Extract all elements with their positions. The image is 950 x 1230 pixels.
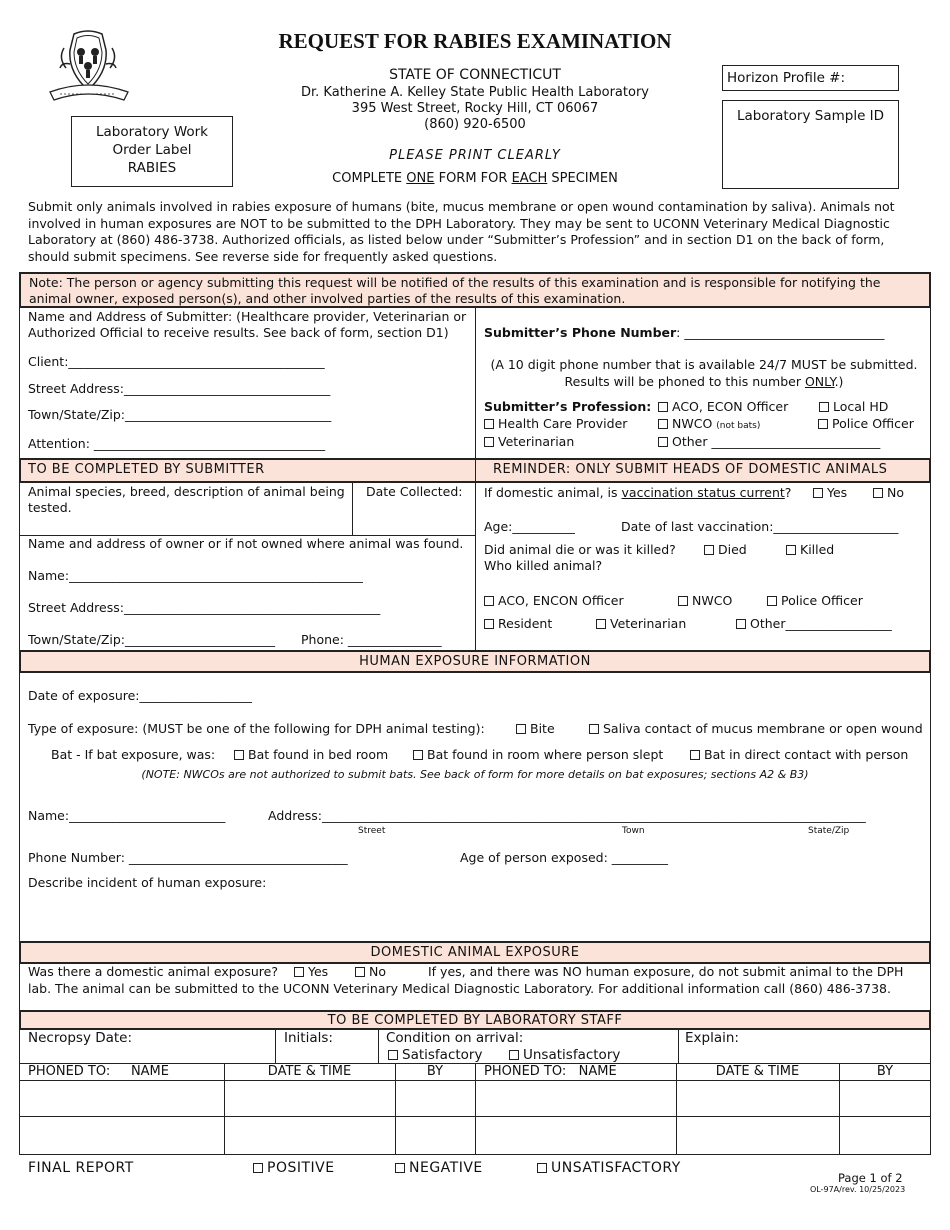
killed-other-checkbox[interactable]: Other_________________ <box>736 616 892 633</box>
killed-vet-checkbox[interactable]: Veterinarian <box>596 616 686 633</box>
note-box: Note: The person or agency submitting this request will be notified of the results of this examination and is responsible for notifying the animal owner, exposed person(s), and other involved parties of the results of this examination. <box>19 272 931 308</box>
print-clearly: PLEASE PRINT CLEARLY <box>389 148 561 163</box>
initials-field[interactable]: Initials: <box>284 1030 333 1046</box>
condition-label: Condition on arrival: <box>386 1030 524 1046</box>
date-collected-field[interactable]: Date Collected: <box>366 484 463 499</box>
profession-label: Submitter’s Profession: <box>484 399 652 414</box>
complete-instruction: COMPLETE ONE FORM FOR EACH SPECIMEN <box>332 171 618 186</box>
owner-phone-field[interactable]: Phone: _______________ <box>301 632 442 647</box>
phoned-to-header-2: PHONED TO: NAME <box>484 1064 617 1079</box>
nwco-bat-note: (NOTE: NWCOs are not authorized to submit bats. See back of form for more details on bat exposures; sections A2 & B3) <box>141 768 809 781</box>
attention-field[interactable]: Attention: _____________________________________ <box>28 436 326 451</box>
bat-exposure-label: Bat - If bat exposure, was: <box>51 747 216 762</box>
exposed-address-field[interactable]: Address:_______________________________________________________________________________________ <box>268 808 866 823</box>
vacc-no-checkbox[interactable]: No <box>873 485 904 502</box>
killed-police-checkbox[interactable]: Police Officer <box>767 593 863 610</box>
necropsy-date-field[interactable]: Necropsy Date: <box>28 1030 133 1046</box>
phoned-to-header-1: PHONED TO: NAME <box>28 1064 169 1079</box>
by-header-1: BY <box>426 1064 444 1079</box>
prof-aco-checkbox[interactable]: ACO, ECON Officer <box>658 399 788 416</box>
exposed-name-field[interactable]: Name:_________________________ <box>28 808 226 823</box>
date-time-header-2: DATE & TIME <box>715 1064 800 1079</box>
bat-room-slept-checkbox[interactable]: Bat found in room where person slept <box>413 747 663 764</box>
explain-field[interactable]: Explain: <box>685 1030 739 1046</box>
last-vaccination-field[interactable]: Date of last vaccination:____________________ <box>621 519 899 534</box>
work-order-rabies: RABIES <box>127 160 177 177</box>
animal-age-field[interactable]: Age:__________ <box>484 519 575 534</box>
submitter-band-right: REMINDER: ONLY SUBMIT HEADS OF DOMESTIC ANIMALS <box>493 462 888 477</box>
bat-bedroom-checkbox[interactable]: Bat found in bed room <box>234 747 388 764</box>
lab-phone: (860) 920-6500 <box>424 117 526 132</box>
who-killed-label: Who killed animal? <box>484 558 603 573</box>
domestic-band: DOMESTIC ANIMAL EXPOSURE <box>19 941 931 964</box>
killed-nwco-checkbox[interactable]: NWCO <box>678 593 732 610</box>
owner-street-field[interactable]: Street Address:_________________________________________ <box>28 600 381 615</box>
submitter-band-left: TO BE COMPLETED BY SUBMITTER <box>28 462 265 477</box>
prof-police-checkbox[interactable]: Police Officer <box>818 416 914 433</box>
horizon-profile-field[interactable] <box>722 65 899 91</box>
state-zip-sublabel: State/Zip <box>808 826 850 836</box>
lab-sample-id-field[interactable] <box>722 100 899 189</box>
by-header-2: BY <box>876 1064 894 1079</box>
intro-text: Submit only animals involved in rabies exposure of humans (bite, mucus membrane or open wound contamination by saliva). Animals not involved in human exposures are NOT to be submitted to the DPH Laboratory. They may be sent to UCONN Veterinary Medical Diagnostic Laboratory at (860) 486-3738. Authorized officials, as listed below under “Submitter’s Profession” and in section D1 on the back of form, should submit specimens. See reverse side for frequently asked questions. <box>28 199 895 264</box>
unsatisfactory-checkbox[interactable]: Unsatisfactory <box>509 1046 620 1064</box>
domestic-text-2: lab. The animal can be submitted to the UCONN Veterinary Medical Diagnostic Laboratory. For additional information call (860) 486-3738. <box>28 981 891 996</box>
final-positive-checkbox[interactable]: POSITIVE <box>253 1159 335 1178</box>
street-sublabel: Street <box>358 826 386 836</box>
phone-note: (A 10 digit phone number that is available 24/7 MUST be submitted. Results will be phoned to this number ONLY.) <box>490 357 918 389</box>
submitter-heading: Name and Address of Submitter: (Healthcare provider, Veterinarian or Authorized Official to receive results. See back of form, section D1) <box>28 309 467 341</box>
prof-vet-checkbox[interactable]: Veterinarian <box>484 434 574 451</box>
form-title: REQUEST FOR RABIES EXAMINATION <box>278 29 672 53</box>
describe-incident-field[interactable]: Describe incident of human exposure: <box>28 875 267 890</box>
horizon-profile-label: Horizon Profile #: <box>727 70 846 86</box>
domestic-question: Was there a domestic animal exposure? <box>28 964 278 979</box>
final-negative-checkbox[interactable]: NEGATIVE <box>395 1159 483 1178</box>
satisfactory-checkbox[interactable]: Satisfactory <box>388 1046 482 1064</box>
saliva-checkbox[interactable]: Saliva contact of mucus membrane or open wound <box>589 721 923 738</box>
died-checkbox[interactable]: Died <box>704 542 747 559</box>
exposed-age-field[interactable]: Age of person exposed: _________ <box>460 850 669 865</box>
killed-checkbox[interactable]: Killed <box>786 542 834 559</box>
town-sublabel: Town <box>622 826 645 836</box>
prof-localhd-checkbox[interactable]: Local HD <box>819 399 888 416</box>
owner-town-field[interactable]: Town/State/Zip:________________________ <box>28 632 275 647</box>
state-name: STATE OF CONNECTICUT <box>389 67 561 83</box>
work-order-label-text: Laboratory Work Order Label <box>95 124 208 159</box>
exposure-date-field[interactable]: Date of exposure:__________________ <box>28 688 253 703</box>
form-id: OL-97A/rev. 10/25/2023 <box>810 1185 906 1194</box>
lab-name: Dr. Katherine A. Kelley State Public Health Laboratory <box>301 85 649 100</box>
town-state-zip-field[interactable]: Town/State/Zip:_________________________________ <box>28 407 332 422</box>
lab-sample-id-label: Laboratory Sample ID <box>736 108 885 124</box>
domestic-text-1: If yes, and there was NO human exposure, do not submit animal to the DPH <box>428 964 904 979</box>
vacc-yes-checkbox[interactable]: Yes <box>813 485 847 502</box>
animal-species-field[interactable]: Animal species, breed, description of animal being tested. <box>28 484 345 516</box>
prof-other-checkbox[interactable]: Other ___________________________ <box>658 434 880 451</box>
final-unsatisfactory-checkbox[interactable]: UNSATISFACTORY <box>537 1159 681 1178</box>
prof-hcp-checkbox[interactable]: Health Care Provider <box>484 416 627 433</box>
submitter-phone-field[interactable]: Submitter’s Phone Number: ________________________________ <box>484 325 885 340</box>
final-report-label: FINAL REPORT <box>28 1160 134 1176</box>
bat-contact-checkbox[interactable]: Bat in direct contact with person <box>690 747 908 764</box>
lab-staff-band: TO BE COMPLETED BY LABORATORY STAFF <box>19 1010 931 1030</box>
human-exposure-band: HUMAN EXPOSURE INFORMATION <box>19 650 931 673</box>
killed-aco-checkbox[interactable]: ACO, ENCON Officer <box>484 593 624 610</box>
vaccination-question: If domestic animal, is vaccination status current? <box>484 485 792 500</box>
die-killed-question: Did animal die or was it killed? <box>484 542 676 557</box>
street-address-field[interactable]: Street Address:_________________________________ <box>28 381 331 396</box>
killed-resident-checkbox[interactable]: Resident <box>484 616 552 633</box>
page-number: Page 1 of 2 <box>838 1171 903 1185</box>
lab-address: 395 West Street, Rocky Hill, CT 06067 <box>351 101 599 116</box>
date-time-header-1: DATE & TIME <box>267 1064 352 1079</box>
bite-checkbox[interactable]: Bite <box>516 721 555 738</box>
client-field[interactable]: Client:_________________________________________ <box>28 354 325 369</box>
owner-heading: Name and address of owner or if not owned where animal was found. <box>28 536 464 551</box>
domestic-yes-checkbox[interactable]: Yes <box>294 964 328 981</box>
work-order-label-box[interactable] <box>71 116 233 187</box>
exposed-phone-field[interactable]: Phone Number: ___________________________________ <box>28 850 348 865</box>
owner-name-field[interactable]: Name:_______________________________________________ <box>28 568 363 583</box>
exposure-type-label: Type of exposure: (MUST be one of the following for DPH animal testing): <box>28 721 485 736</box>
prof-nwco-checkbox[interactable]: NWCO (not bats) <box>658 416 760 433</box>
domestic-no-checkbox[interactable]: No <box>355 964 386 981</box>
